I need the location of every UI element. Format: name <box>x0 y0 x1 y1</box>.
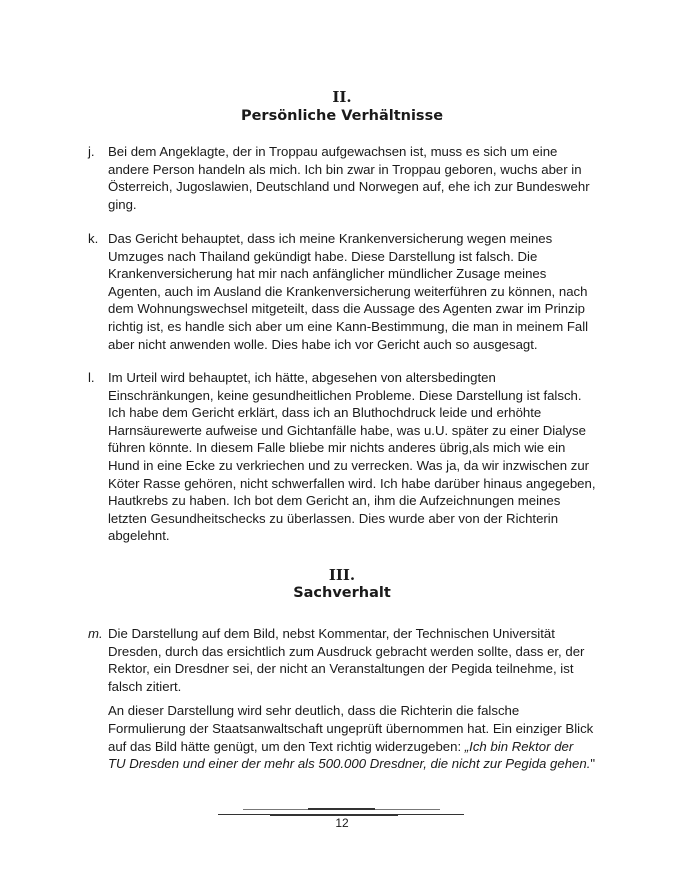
item-label: k. <box>88 231 99 246</box>
list-item-m <box>88 625 608 773</box>
section-3-number: III. <box>328 566 356 584</box>
list-item-l <box>88 369 608 545</box>
section-2-number: II. <box>332 88 352 106</box>
quote: TU Dresden und einer der mehr als 500.000 Dresdner, die nicht zur Pegida gehen. <box>108 756 591 772</box>
item-text: Bei dem Angeklagte, der in Troppau aufgewachsen ist, muss es sich um eine andere Person handeln als mich. Ich bin zwar in Troppau geboren, wuchs aber in Österreich, Jugoslawien, Deutschland und Norwegen auf, ehe ich zur Bundeswehr ging. <box>108 144 590 212</box>
page-number: 12 <box>335 816 349 830</box>
item-paragraph-2: An dieser Darstellung wird sehr deutlich, dass die Richterin die falsche Formulierung der Staatsanwaltschaft ungeprüft übernommen hat. Ein einziger Blick auf das Bild hätte genügt, um den Text richtig widerzugeben: „Ich bin Rektor der TU Dresden und einer der mehr als 500.000 Dresdner, die nicht zur Pegida gehen." <box>108 703 596 772</box>
item-label: j. <box>88 144 95 159</box>
item-text: Das Gericht behauptet, dass ich meine Krankenversicherung wegen meines Umzuges nach Thailand gekündigt habe. Diese Darstellung ist falsch. Die Krankenversicherung hat mir nach anfänglicher mündlicher Zusage meines Agenten, auch im Ausland die Krankenversicherung weiterführen zu können, nach dem Wohnungswechsel mitgeteilt, dass die Aussage des Agenten zwar im Prinzip richtig ist, es handle sich aber um eine Kann-Bestimmung, die man in meinem Fall aber nicht anwenden wolle. Dies habe ich vor Gericht auch so ausgesagt. <box>108 231 589 352</box>
list-item-j <box>88 143 608 213</box>
item-label: m. <box>88 626 103 641</box>
item-text: Im Urteil wird behauptet, ich hätte, abgesehen von altersbedingten Einschränkungen, keine gesundheitlichen Probleme. Diese Darstellung ist falsch. Ich habe dem Gericht erklärt, dass ich an Bluthochdruck leide und erhöhte Harnsäurewerte aufweise und Gichtanfälle habe, was u.U. später zu einer Dialyse führen könnte. In diesem Falle bliebe mir nichts anderes übrig,als mich wie ein Hund in eine Ecke zu verkriechen und zu verrecken. Was ja, da wir inzwischen zur Köter Rasse gehören, nicht schwerfallen wird. Ich habe darüber hinaus angegeben, Hautkrebs zu haben. Ich bot dem Gericht an, ihm die Aufzeichnungen meines letzten Gesundheitschecks zu überlassen. Dies wurde aber von der Richterin abgelehnt. <box>108 370 596 544</box>
list-item-k <box>88 230 608 353</box>
footer-rule <box>308 808 375 810</box>
item-text: Die Darstellung auf dem Bild, nebst Kommentar, der Technischen Universität Dresden, durch das ersichtlich zum Ausdruck gebracht werden sollte, dass er, der Rektor, ein Dresdner sei, der nicht an Veranstaltungen der Pegida teilnehme, ist falsch zitiert. <box>108 626 585 694</box>
section-2-title: Persönliche Verhältnisse <box>240 108 444 124</box>
section-3-title: Sachverhalt <box>293 585 391 601</box>
quote: „Ich bin Rektor der <box>464 738 574 754</box>
item-label: l. <box>88 370 95 385</box>
